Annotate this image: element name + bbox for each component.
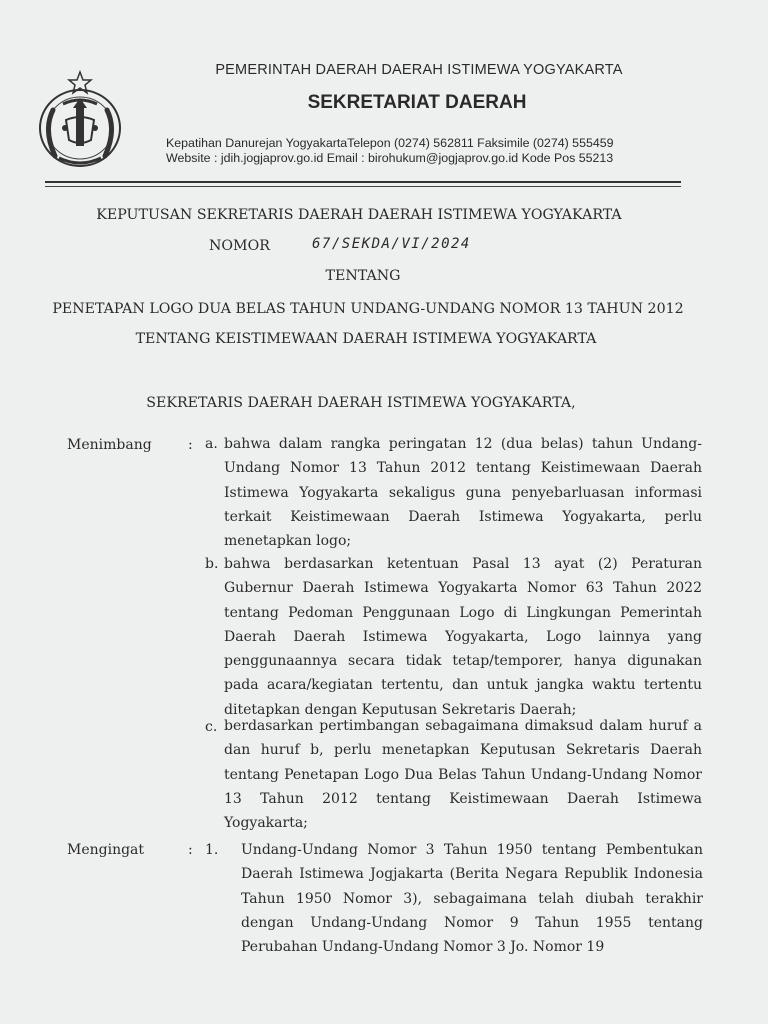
nomor-label: NOMOR — [209, 238, 270, 254]
consideration-c: berdasarkan pertimbangan sebagaimana dimaksud dalam huruf a dan huruf b, perlu menetapkan Keputusan Sekretaris Daerah tentang Penetapan Logo Dua Belas Tahun Undang-Undang Nomor 13 Tahun 2012 tentang Keistimewaan Daerah Istimewa Yogyakarta; — [224, 718, 702, 832]
letterhead-rule-thin — [45, 186, 681, 187]
letterhead-rule-thick — [45, 181, 681, 183]
consideration-b: bahwa berdasarkan ketentuan Pasal 13 ayat (2) Peraturan Gubernur Daerah Istimewa Yogyakarta Nomor 63 Tahun 2022 tentang Pedoman Penggunaan Logo di Lingkungan Pemerintah Daerah Daerah Istimewa Yogyakarta, Logo lainnya yang penggunaannya secara tidak tetap/temporer, hanya digunakan pada acara/kegiatan tertentu, dan untuk jangka waktu tertentu ditetapkan dengan Keputusan Sekretaris Daerah; — [224, 556, 702, 718]
subject-line-1: PENETAPAN LOGO DUA BELAS TAHUN UNDANG-UNDANG NOMOR 13 TAHUN 2012 — [52, 301, 684, 317]
tentang-heading: TENTANG — [325, 268, 401, 284]
decree-number: 67/SEKDA/VI/2024 — [312, 236, 471, 252]
item-marker-b: b. — [205, 556, 219, 572]
item-marker-1: 1. — [205, 842, 219, 858]
mengingat-label: Mengingat — [67, 842, 145, 858]
mengingat-colon: : — [188, 842, 193, 858]
diy-coat-of-arms-icon — [33, 70, 128, 172]
decree-title: KEPUTUSAN SEKRETARIS DAERAH DAERAH ISTIMEWA YOGYAKARTA — [96, 207, 622, 223]
item-marker-c: c. — [205, 719, 218, 735]
item-marker-a: a. — [205, 436, 218, 452]
contact-line: Website : jdih.jogjaprov.go.id Email : birohukum@jogjaprov.go.id Kode Pos 55213 — [166, 151, 614, 165]
menimbang-colon: : — [188, 437, 193, 453]
address-line: Kepatihan Danurejan YogyakartaTelepon (0274) 562811 Faksimile (0274) 555459 — [166, 136, 614, 150]
government-name: PEMERINTAH DAERAH DAERAH ISTIMEWA YOGYAKARTA — [215, 62, 623, 78]
legal-basis-1: Undang-Undang Nomor 3 Tahun 1950 tentang Pembentukan Daerah Istimewa Jogjakarta (Berita Negara Republik Indonesia Tahun 1950 Nomor 3), sebagaimana telah diubah terakhir dengan Undang-Undang Nomor 9 Tahun 1955 tentang Perubahan Undang-Undang Nomor 3 Jo. Nomor 19 — [241, 842, 703, 956]
consideration-a: bahwa dalam rangka peringatan 12 (dua belas) tahun Undang-Undang Nomor 13 Tahun 2012 tentang Keistimewaan Daerah Istimewa Yogyakarta sekaligus guna penyebarluasan informasi terkait Keistimewaan Daerah Istimewa Yogyakarta, perlu menetapkan logo; — [224, 436, 702, 550]
office-name: SEKRETARIAT DAERAH — [307, 92, 527, 113]
subject-line-2: TENTANG KEISTIMEWAAN DAERAH ISTIMEWA YOGYAKARTA — [135, 331, 597, 347]
menimbang-label: Menimbang — [67, 437, 152, 453]
addressee: SEKRETARIS DAERAH DAERAH ISTIMEWA YOGYAKARTA, — [146, 395, 576, 411]
